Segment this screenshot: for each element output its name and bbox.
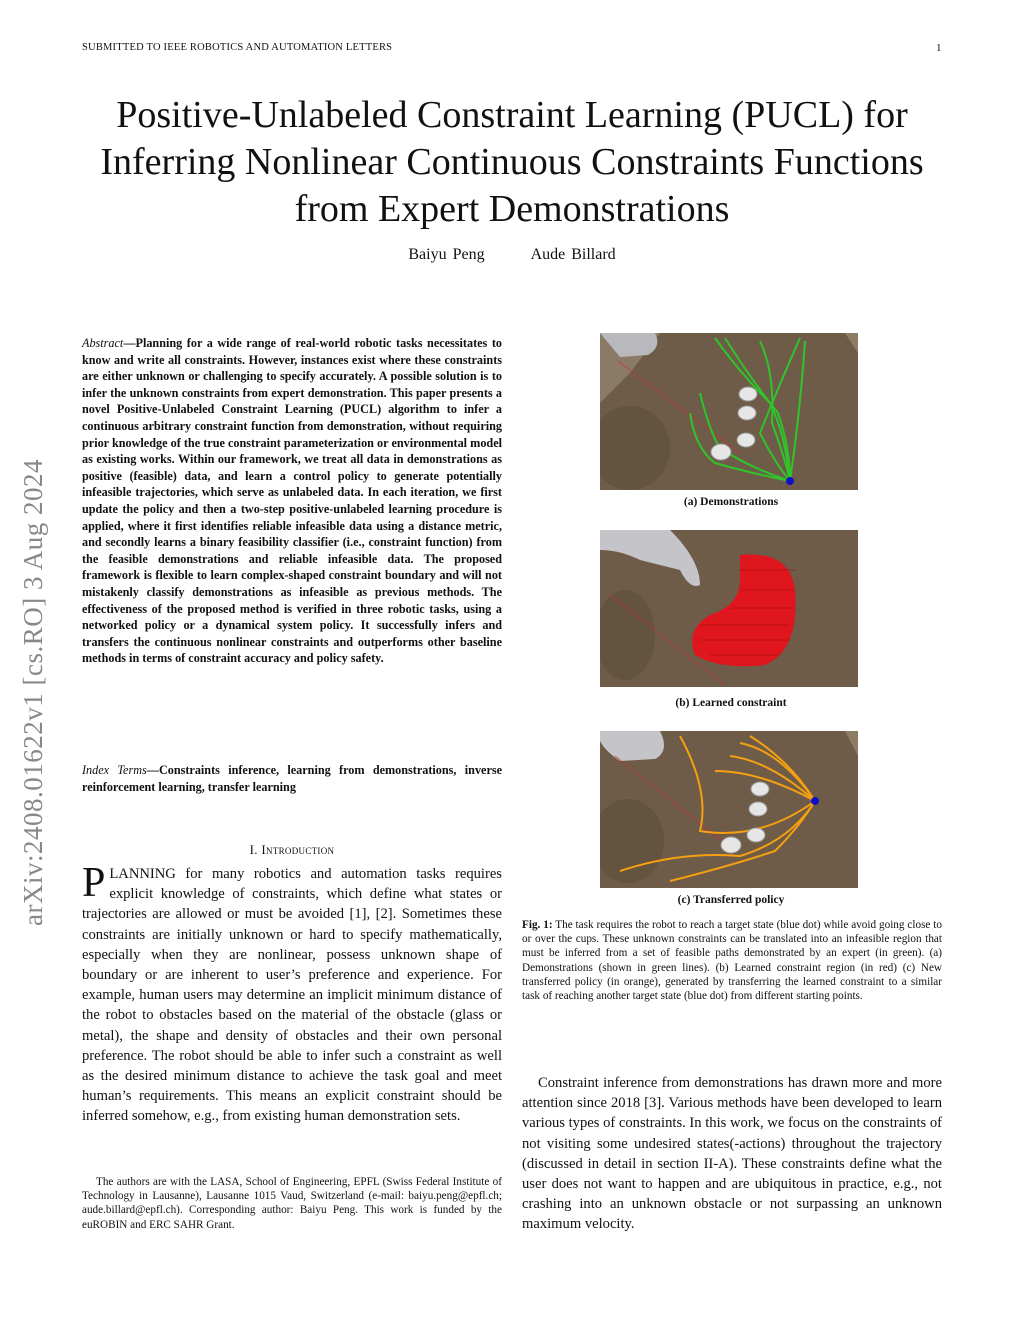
figure-panel-learned-constraint — [600, 530, 858, 687]
constraint-render — [600, 530, 858, 687]
figure-caption-label: Fig. 1: — [522, 919, 553, 931]
figure-caption-text: The task requires the robot to reach a target state (blue dot) while avoid going close to or over the cups. These unknown constraints can be translated into an infeasible region that must be inferred from a set of feasible paths demonstrated by an expert (in green). (a) Demonstrations (shown in green lines). (b) Learned constraint region (in red) (c) New transferred policy (in orange), generated by transferring the learned constraint to a similar task of reaching another target state (blue dot) from different starting points. — [522, 919, 942, 1003]
index-terms: Index Terms—Constraints inference, learning from demonstrations, inverse reinforcement learning, transfer learning — [82, 763, 503, 794]
index-terms-text: Constraints inference, learning from demonstrations, inverse reinforcement learning, transfer learning — [82, 763, 503, 794]
arxiv-stamp: arXiv:2408.01622v1 [cs.RO] 3 Aug 2024 — [18, 459, 48, 926]
transferred-policy-render — [600, 731, 858, 888]
demonstrations-render — [600, 333, 858, 490]
subcaption-a: (a) Demonstrations — [683, 496, 779, 508]
abstract: Abstract—Planning for a wide range of real-world robotic tasks necessitates to know and write all constraints. However, instances exist where these constraints are either unknown or challenging to specify accurately. A possible solution is to infer the unknown constraints from expert demonstration. This paper presents a novel Positive-Unlabeled Constraint Learning (PUCL) algorithm to infer a continuous arbitrary constraint function from demonstration, without requiring prior knowledge of the true constraint parameterization or environmental model as existing works. Within our framework, we treat all data in demonstrations as positive (feasible) data, and learn a control policy to generate potentially infeasible trajectories, which serve as unlabeled data. In each iteration, we first update the policy and then a two-step positive-unlabeled learning procedure is applied, where it first identifies reliable infeasible data using a distance metric, and secondly learns a binary feasibility classifier (i.e., constraint function) from the feasible demonstrations and reliable infeasible data. The proposed framework is flexible to learn complex-shaped constraint boundary and will not mistakenly classify demonstrations as infeasible as previous methods. The effectiveness of the proposed method is verified in three robotic tasks, using a networked policy or a dynamical system policy. It successfully infers and transfers the continuous nonlinear constraints and outperforms other baseline methods in terms of constraint accuracy and policy safety. — [82, 336, 502, 666]
author-footnote: The authors are with the LASA, School of Engineering, EPFL (Swiss Federal Institute of Technology in Lausanne), Lausanne 1015 Vaud, Switzerland (e-mail: baiyu.peng@epfl.ch; aude.billard@epfl.ch). Corresponding author: Baiyu Peng. This work is funded by the euROBIN and ERC SAHR Grant. — [82, 1176, 502, 1231]
section-number: I. — [249, 842, 258, 857]
drop-cap: P — [82, 860, 106, 906]
author-name: Aude Billard — [530, 246, 616, 263]
intro-text: for many robotics and automation tasks requires explicit knowledge of constraints, which define what states or trajectories are allowed or must be avoided [1], [2]. Sometimes these constraints are initially unknown or hard to specify mathematically, especially when they are nonlinear, possess unknown shape of boundary or are inherent to user’s preference and experience. For example, human users may determine an implicit minimum distance of the robot to obstacles based on the material of the obstacle (glass or metal), the shape and density of obstacles and their own personal preference. The robot should be able to infer such a constraint as well as the desired minimum distance to achieve the task goal and meet human’s requirements. This means an explicit constraint should be inferred somehow, e.g., from existing human demonstration sets. — [82, 866, 502, 1125]
figure-caption — [522, 918, 942, 1003]
section-title: Introduction — [261, 842, 335, 857]
index-terms-label: Index Terms — [82, 763, 147, 777]
subcaption-c: (c) Transferred policy — [677, 894, 785, 906]
subcaption-b: (b) Learned constraint — [675, 697, 787, 709]
author-name: Baiyu Peng — [408, 246, 485, 263]
paper-title: Positive-Unlabeled Constraint Learning (PUCL) for Inferring Nonlinear Continuous Constraints Functions from Expert Demonstrations — [100, 94, 924, 230]
abstract-text: Planning for a wide range of real-world robotic tasks necessitates to know and write all constraints. However, instances exist where these constraints are either unknown or challenging to specify accurately. A possible solution is to infer the unknown constraints from expert demonstration. This paper presents a novel Positive-Unlabeled Constraint Learning (PUCL) algorithm to infer a continuous arbitrary constraint function from demonstration, without requiring prior knowledge of the true constraint parameterization or environmental model as existing works. Within our framework, we treat all data in demonstrations as positive (feasible) data, and learn a control policy to generate potentially infeasible trajectories, which serve as unlabeled data. In each iteration, we first update the policy and then a two-step positive-unlabeled learning procedure is applied, where it first identifies reliable infeasible data using a distance metric, and secondly learns a binary feasibility classifier (i.e., constraint function) from the feasible demonstrations and reliable infeasible data. The proposed framework is flexible to learn complex-shaped constraint boundary and will not mistakenly classify demonstrations as infeasible as previous methods. The effectiveness of the proposed method is verified in three robotic tasks, using a networked policy or a dynamical system policy. It successfully infers and transfers the continuous nonlinear constraints and outperforms other baseline methods in terms of constraint accuracy and policy safety. — [82, 336, 502, 666]
running-header: SUBMITTED TO IEEE ROBOTICS AND AUTOMATION LETTERS — [82, 42, 393, 53]
intro-paragraph — [82, 860, 502, 1127]
author-list — [60, 246, 964, 264]
page-number: 1 — [936, 42, 942, 54]
section-heading — [82, 842, 502, 858]
figure-panel-demonstrations — [600, 333, 858, 490]
intro-lead: LANNING — [109, 866, 176, 882]
figure-panel-transferred-policy — [600, 731, 858, 888]
body-paragraph: Constraint inference from demonstrations has drawn more and more attention since 2018 [3]. Various methods have been developed to learn various types of constraints. In this work, we focus on the constraints of not visiting some undesired states(-actions) throughout the trajectory (discussed in detail in section II-A). These constraints define what the user does not want to happen and are ubiquitous in practice, e.g., not crashing into an unknown obstacle or not surpassing an unknown maximum velocity. — [522, 1075, 942, 1233]
abstract-label: Abstract — [82, 336, 124, 350]
